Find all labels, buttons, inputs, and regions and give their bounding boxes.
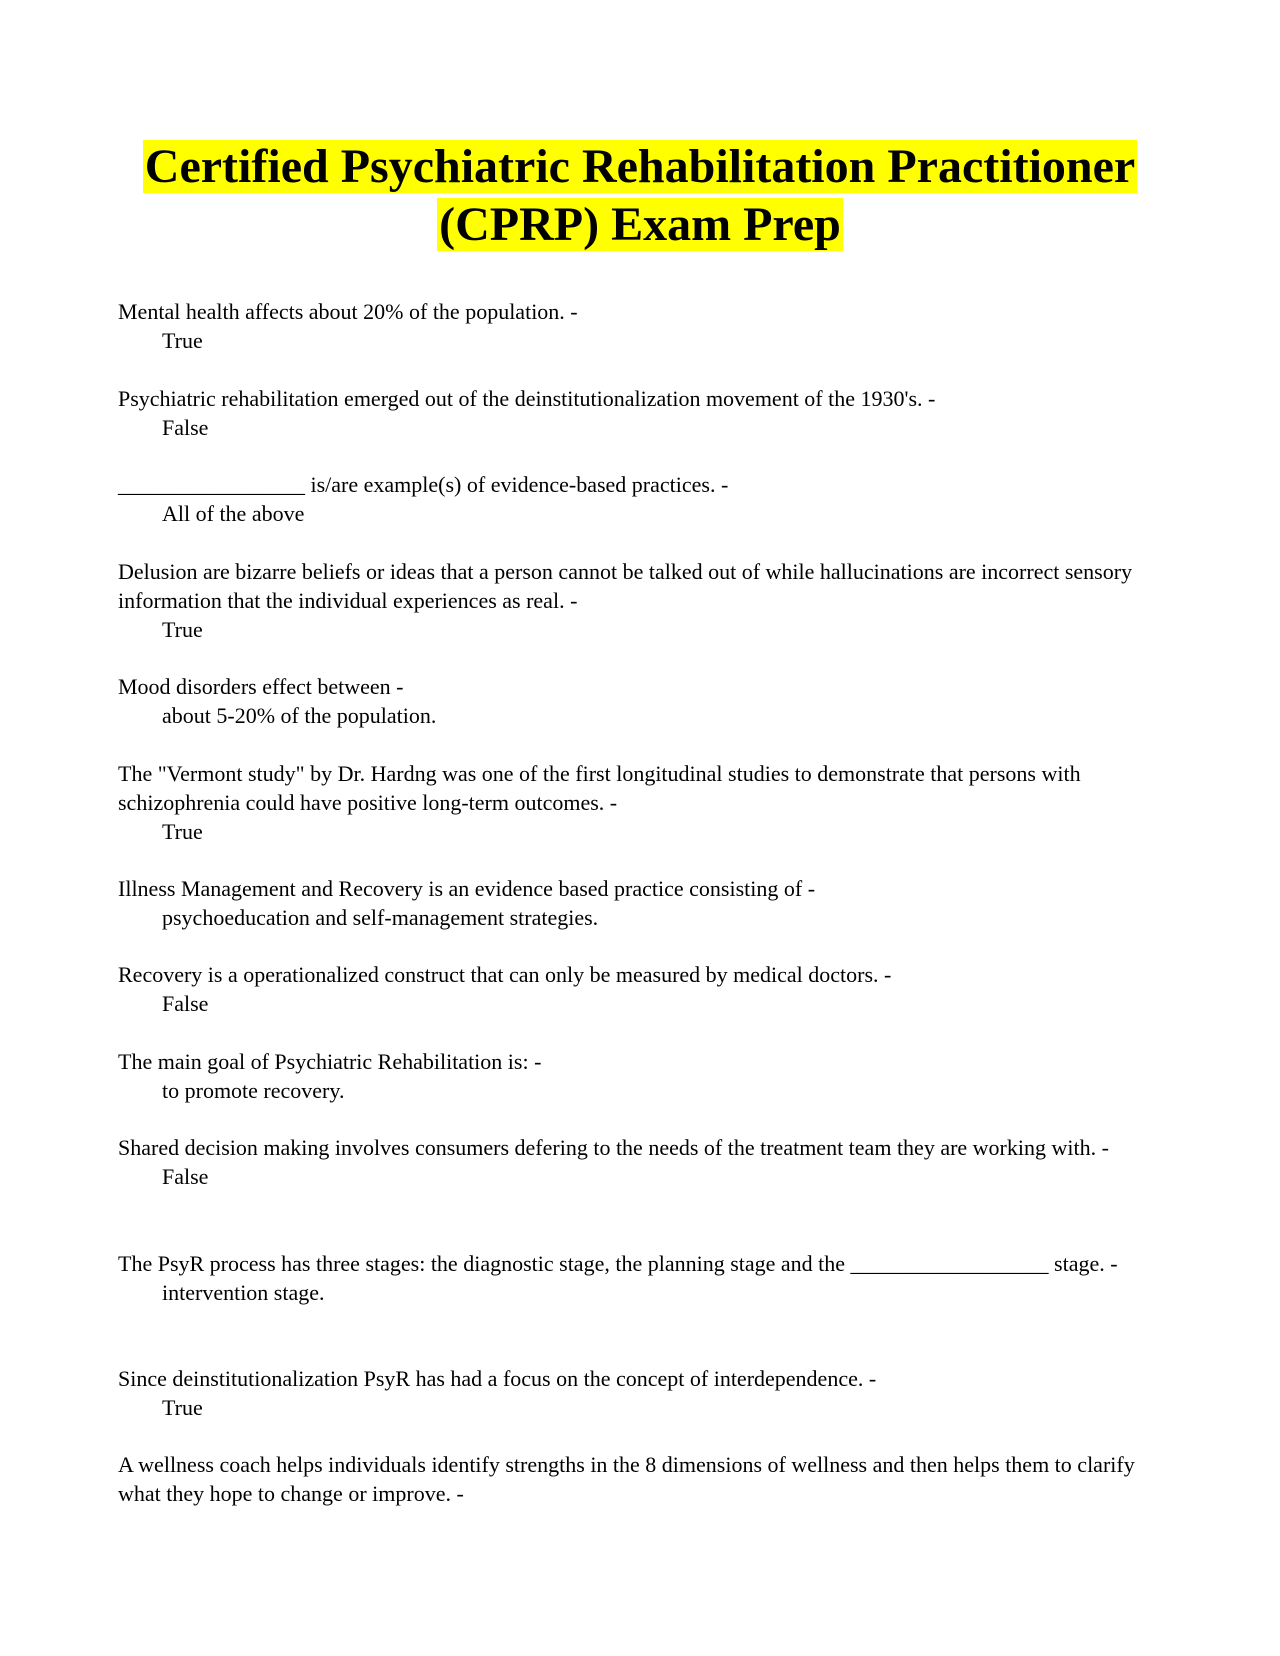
qa-item — [118, 297, 1178, 355]
question-text: Delusion are bizarre beliefs or ideas that a person cannot be talked out of while hallucinations are incorrect sensory information that the individual experiences as real. - — [118, 559, 1133, 613]
question-text: The PsyR process has three stages: the diagnostic stage, the planning stage and the __________________ stage. - — [118, 1251, 1118, 1276]
title-line-1: Certified Psychiatric Rehabilitation Practitioner — [144, 140, 1136, 193]
answer-text: True — [162, 819, 203, 844]
qa-item — [118, 1133, 1178, 1191]
qa-item — [118, 557, 1178, 644]
qa-item — [118, 470, 1178, 528]
qa-item — [118, 874, 1178, 932]
question-text: Mental health affects about 20% of the population. - — [118, 299, 578, 324]
answer-text: intervention stage. — [162, 1280, 325, 1305]
answer-text: False — [162, 991, 209, 1016]
question-text: Since deinstitutionalization PsyR has had a focus on the concept of interdependence. - — [118, 1366, 877, 1391]
question-text: Recovery is a operationalized construct that can only be measured by medical doctors. - — [118, 962, 892, 987]
question-text: The main goal of Psychiatric Rehabilitation is: - — [118, 1049, 542, 1074]
question-text: Psychiatric rehabilitation emerged out of the deinstitutionalization movement of the 1930's. - — [118, 386, 936, 411]
document-title — [100, 138, 1180, 254]
qa-item — [118, 759, 1178, 846]
qa-item — [118, 672, 1178, 730]
answer-text: psychoeducation and self-management strategies. — [162, 905, 599, 930]
answer-text: to promote recovery. — [162, 1078, 345, 1103]
question-text: Mood disorders effect between - — [118, 674, 404, 699]
answer-text: True — [162, 1395, 203, 1420]
qa-item — [118, 384, 1178, 442]
answer-text: True — [162, 328, 203, 353]
answer-text: All of the above — [162, 501, 305, 526]
answer-text: False — [162, 1164, 209, 1189]
qa-item — [118, 1450, 1178, 1508]
qa-item — [118, 1047, 1178, 1105]
question-text: The "Vermont study" by Dr. Hardng was one of the first longitudinal studies to demonstrate that persons with schizophrenia could have positive long-term outcomes. - — [118, 761, 1081, 815]
answer-text: True — [162, 617, 203, 642]
question-text: Illness Management and Recovery is an evidence based practice consisting of - — [118, 876, 816, 901]
question-text: _________________ is/are example(s) of evidence-based practices. - — [118, 472, 729, 497]
question-text: A wellness coach helps individuals identify strengths in the 8 dimensions of wellness and then helps them to clarify what they hope to change or improve. - — [118, 1452, 1135, 1506]
qa-item — [118, 1364, 1178, 1422]
qa-item — [118, 960, 1178, 1018]
answer-text: about 5-20% of the population. — [162, 703, 437, 728]
answer-text: False — [162, 415, 209, 440]
qa-item — [118, 1249, 1178, 1307]
question-text: Shared decision making involves consumers defering to the needs of the treatment team they are working with. - — [118, 1135, 1109, 1160]
title-line-2: (CPRP) Exam Prep — [439, 198, 841, 251]
